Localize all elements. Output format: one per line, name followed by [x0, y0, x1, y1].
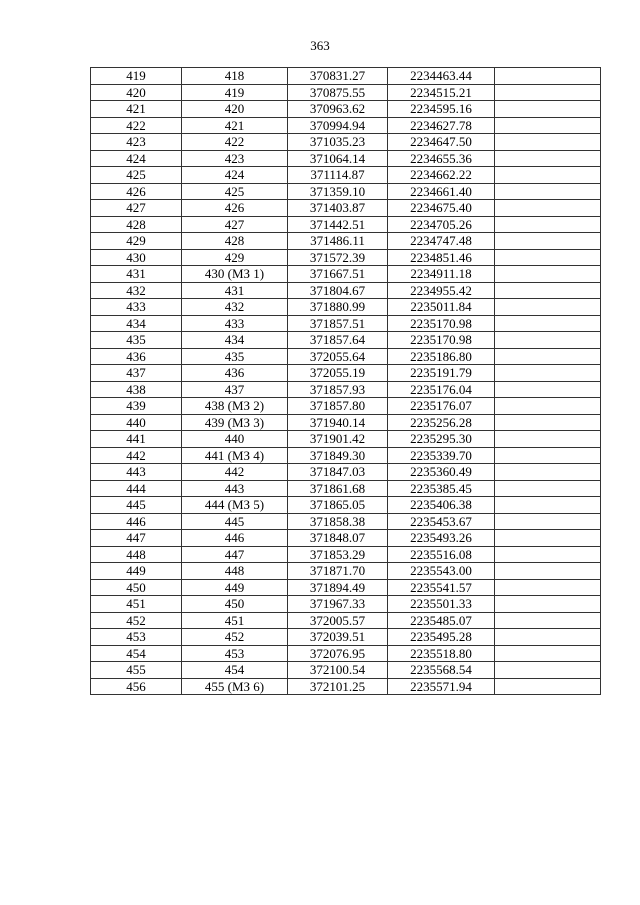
- table-row: [91, 662, 601, 679]
- point-number-cell: 439: [91, 398, 182, 415]
- table-row: [91, 365, 601, 382]
- table-row: [91, 183, 601, 200]
- table-row: [91, 612, 601, 629]
- prev-point-cell: 445: [182, 513, 288, 530]
- point-number-cell: 447: [91, 530, 182, 547]
- table-row: [91, 200, 601, 217]
- table-row: [91, 348, 601, 365]
- y-coordinate-cell: 2235493.26: [388, 530, 495, 547]
- y-coordinate-cell: 2234595.16: [388, 101, 495, 118]
- x-coordinate-cell: 371359.10: [288, 183, 388, 200]
- point-number-cell: 428: [91, 216, 182, 233]
- coordinates-table: [90, 67, 601, 695]
- prev-point-cell: 438 (МЗ 2): [182, 398, 288, 415]
- note-cell: [495, 447, 601, 464]
- point-number-cell: 429: [91, 233, 182, 250]
- prev-point-cell: 426: [182, 200, 288, 217]
- y-coordinate-cell: 2235571.94: [388, 678, 495, 695]
- x-coordinate-cell: 371857.51: [288, 315, 388, 332]
- x-coordinate-cell: 371857.93: [288, 381, 388, 398]
- prev-point-cell: 419: [182, 84, 288, 101]
- y-coordinate-cell: 2234627.78: [388, 117, 495, 134]
- table-row: [91, 546, 601, 563]
- point-number-cell: 425: [91, 167, 182, 184]
- prev-point-cell: 429: [182, 249, 288, 266]
- note-cell: [495, 612, 601, 629]
- note-cell: [495, 167, 601, 184]
- table-row: [91, 579, 601, 596]
- y-coordinate-cell: 2235011.84: [388, 299, 495, 316]
- y-coordinate-cell: 2235541.57: [388, 579, 495, 596]
- x-coordinate-cell: 371572.39: [288, 249, 388, 266]
- note-cell: [495, 299, 601, 316]
- table-row: [91, 530, 601, 547]
- point-number-cell: 438: [91, 381, 182, 398]
- x-coordinate-cell: 372055.64: [288, 348, 388, 365]
- x-coordinate-cell: 370994.94: [288, 117, 388, 134]
- y-coordinate-cell: 2235191.79: [388, 365, 495, 382]
- table-row: [91, 563, 601, 580]
- x-coordinate-cell: 371880.99: [288, 299, 388, 316]
- table-row: [91, 381, 601, 398]
- x-coordinate-cell: 371064.14: [288, 150, 388, 167]
- y-coordinate-cell: 2234655.36: [388, 150, 495, 167]
- prev-point-cell: 431: [182, 282, 288, 299]
- note-cell: [495, 183, 601, 200]
- x-coordinate-cell: 371849.30: [288, 447, 388, 464]
- point-number-cell: 453: [91, 629, 182, 646]
- prev-point-cell: 453: [182, 645, 288, 662]
- point-number-cell: 455: [91, 662, 182, 679]
- x-coordinate-cell: 372076.95: [288, 645, 388, 662]
- y-coordinate-cell: 2234515.21: [388, 84, 495, 101]
- point-number-cell: 434: [91, 315, 182, 332]
- prev-point-cell: 418: [182, 68, 288, 85]
- prev-point-cell: 436: [182, 365, 288, 382]
- y-coordinate-cell: 2235170.98: [388, 315, 495, 332]
- x-coordinate-cell: 371865.05: [288, 497, 388, 514]
- point-number-cell: 432: [91, 282, 182, 299]
- prev-point-cell: 455 (МЗ 6): [182, 678, 288, 695]
- y-coordinate-cell: 2235186.80: [388, 348, 495, 365]
- x-coordinate-cell: 371667.51: [288, 266, 388, 283]
- y-coordinate-cell: 2235518.80: [388, 645, 495, 662]
- prev-point-cell: 451: [182, 612, 288, 629]
- table-row: [91, 117, 601, 134]
- point-number-cell: 449: [91, 563, 182, 580]
- table-row: [91, 299, 601, 316]
- note-cell: [495, 579, 601, 596]
- y-coordinate-cell: 2235176.04: [388, 381, 495, 398]
- note-cell: [495, 101, 601, 118]
- note-cell: [495, 497, 601, 514]
- note-cell: [495, 315, 601, 332]
- note-cell: [495, 332, 601, 349]
- y-coordinate-cell: 2234661.40: [388, 183, 495, 200]
- y-coordinate-cell: 2235385.45: [388, 480, 495, 497]
- note-cell: [495, 381, 601, 398]
- y-coordinate-cell: 2235543.00: [388, 563, 495, 580]
- note-cell: [495, 629, 601, 646]
- x-coordinate-cell: 371858.38: [288, 513, 388, 530]
- table-row: [91, 431, 601, 448]
- x-coordinate-cell: 371857.64: [288, 332, 388, 349]
- table-row: [91, 398, 601, 415]
- y-coordinate-cell: 2234463.44: [388, 68, 495, 85]
- prev-point-cell: 447: [182, 546, 288, 563]
- note-cell: [495, 480, 601, 497]
- x-coordinate-cell: 371861.68: [288, 480, 388, 497]
- point-number-cell: 420: [91, 84, 182, 101]
- page-number: 363: [310, 38, 330, 53]
- table-row: [91, 282, 601, 299]
- y-coordinate-cell: 2234911.18: [388, 266, 495, 283]
- point-number-cell: 456: [91, 678, 182, 695]
- y-coordinate-cell: 2235170.98: [388, 332, 495, 349]
- y-coordinate-cell: 2234705.26: [388, 216, 495, 233]
- note-cell: [495, 431, 601, 448]
- point-number-cell: 421: [91, 101, 182, 118]
- prev-point-cell: 430 (МЗ 1): [182, 266, 288, 283]
- y-coordinate-cell: 2235339.70: [388, 447, 495, 464]
- y-coordinate-cell: 2235453.67: [388, 513, 495, 530]
- table-row: [91, 497, 601, 514]
- note-cell: [495, 645, 601, 662]
- y-coordinate-cell: 2234955.42: [388, 282, 495, 299]
- point-number-cell: 448: [91, 546, 182, 563]
- prev-point-cell: 428: [182, 233, 288, 250]
- y-coordinate-cell: 2235256.28: [388, 414, 495, 431]
- note-cell: [495, 596, 601, 613]
- note-cell: [495, 678, 601, 695]
- point-number-cell: 435: [91, 332, 182, 349]
- y-coordinate-cell: 2234851.46: [388, 249, 495, 266]
- note-cell: [495, 513, 601, 530]
- note-cell: [495, 530, 601, 547]
- point-number-cell: 422: [91, 117, 182, 134]
- prev-point-cell: 434: [182, 332, 288, 349]
- x-coordinate-cell: 371894.49: [288, 579, 388, 596]
- y-coordinate-cell: 2234662.22: [388, 167, 495, 184]
- table-row: [91, 84, 601, 101]
- x-coordinate-cell: 371848.07: [288, 530, 388, 547]
- note-cell: [495, 563, 601, 580]
- note-cell: [495, 282, 601, 299]
- x-coordinate-cell: 372005.57: [288, 612, 388, 629]
- table-row: [91, 596, 601, 613]
- table-row: [91, 447, 601, 464]
- table-row: [91, 150, 601, 167]
- prev-point-cell: 437: [182, 381, 288, 398]
- y-coordinate-cell: 2234747.48: [388, 233, 495, 250]
- prev-point-cell: 444 (МЗ 5): [182, 497, 288, 514]
- table-row: [91, 464, 601, 481]
- point-number-cell: 419: [91, 68, 182, 85]
- prev-point-cell: 452: [182, 629, 288, 646]
- prev-point-cell: 448: [182, 563, 288, 580]
- y-coordinate-cell: 2235501.33: [388, 596, 495, 613]
- point-number-cell: 452: [91, 612, 182, 629]
- point-number-cell: 450: [91, 579, 182, 596]
- y-coordinate-cell: 2235406.38: [388, 497, 495, 514]
- x-coordinate-cell: 371853.29: [288, 546, 388, 563]
- x-coordinate-cell: 370831.27: [288, 68, 388, 85]
- point-number-cell: 440: [91, 414, 182, 431]
- x-coordinate-cell: 371804.67: [288, 282, 388, 299]
- prev-point-cell: 441 (МЗ 4): [182, 447, 288, 464]
- prev-point-cell: 423: [182, 150, 288, 167]
- table-row: [91, 249, 601, 266]
- point-number-cell: 441: [91, 431, 182, 448]
- table-row: [91, 134, 601, 151]
- table-row: [91, 332, 601, 349]
- table-row: [91, 480, 601, 497]
- y-coordinate-cell: 2234647.50: [388, 134, 495, 151]
- table-row: [91, 513, 601, 530]
- y-coordinate-cell: 2235360.49: [388, 464, 495, 481]
- table-row: [91, 216, 601, 233]
- point-number-cell: 451: [91, 596, 182, 613]
- prev-point-cell: 454: [182, 662, 288, 679]
- note-cell: [495, 662, 601, 679]
- x-coordinate-cell: 370963.62: [288, 101, 388, 118]
- y-coordinate-cell: 2235485.07: [388, 612, 495, 629]
- x-coordinate-cell: 371847.03: [288, 464, 388, 481]
- prev-point-cell: 433: [182, 315, 288, 332]
- note-cell: [495, 365, 601, 382]
- table-row: [91, 167, 601, 184]
- table-row: [91, 414, 601, 431]
- point-number-cell: 442: [91, 447, 182, 464]
- prev-point-cell: 422: [182, 134, 288, 151]
- point-number-cell: 436: [91, 348, 182, 365]
- x-coordinate-cell: 371967.33: [288, 596, 388, 613]
- prev-point-cell: 432: [182, 299, 288, 316]
- x-coordinate-cell: 370875.55: [288, 84, 388, 101]
- prev-point-cell: 425: [182, 183, 288, 200]
- note-cell: [495, 150, 601, 167]
- note-cell: [495, 233, 601, 250]
- x-coordinate-cell: 371940.14: [288, 414, 388, 431]
- note-cell: [495, 216, 601, 233]
- prev-point-cell: 435: [182, 348, 288, 365]
- y-coordinate-cell: 2235516.08: [388, 546, 495, 563]
- x-coordinate-cell: 372039.51: [288, 629, 388, 646]
- note-cell: [495, 398, 601, 415]
- y-coordinate-cell: 2235568.54: [388, 662, 495, 679]
- note-cell: [495, 348, 601, 365]
- x-coordinate-cell: 372055.19: [288, 365, 388, 382]
- point-number-cell: 423: [91, 134, 182, 151]
- note-cell: [495, 546, 601, 563]
- y-coordinate-cell: 2234675.40: [388, 200, 495, 217]
- x-coordinate-cell: 371857.80: [288, 398, 388, 415]
- point-number-cell: 433: [91, 299, 182, 316]
- note-cell: [495, 84, 601, 101]
- point-number-cell: 431: [91, 266, 182, 283]
- note-cell: [495, 414, 601, 431]
- point-number-cell: 454: [91, 645, 182, 662]
- x-coordinate-cell: 371114.87: [288, 167, 388, 184]
- prev-point-cell: 439 (МЗ 3): [182, 414, 288, 431]
- table-row: [91, 678, 601, 695]
- point-number-cell: 446: [91, 513, 182, 530]
- note-cell: [495, 68, 601, 85]
- point-number-cell: 445: [91, 497, 182, 514]
- x-coordinate-cell: 371403.87: [288, 200, 388, 217]
- point-number-cell: 437: [91, 365, 182, 382]
- x-coordinate-cell: 371901.42: [288, 431, 388, 448]
- note-cell: [495, 134, 601, 151]
- note-cell: [495, 464, 601, 481]
- x-coordinate-cell: 371486.11: [288, 233, 388, 250]
- y-coordinate-cell: 2235495.28: [388, 629, 495, 646]
- table-body: [91, 68, 601, 695]
- point-number-cell: 427: [91, 200, 182, 217]
- table-row: [91, 315, 601, 332]
- note-cell: [495, 117, 601, 134]
- prev-point-cell: 449: [182, 579, 288, 596]
- note-cell: [495, 266, 601, 283]
- note-cell: [495, 249, 601, 266]
- point-number-cell: 424: [91, 150, 182, 167]
- prev-point-cell: 440: [182, 431, 288, 448]
- point-number-cell: 443: [91, 464, 182, 481]
- table-row: [91, 68, 601, 85]
- y-coordinate-cell: 2235176.07: [388, 398, 495, 415]
- prev-point-cell: 424: [182, 167, 288, 184]
- y-coordinate-cell: 2235295.30: [388, 431, 495, 448]
- prev-point-cell: 443: [182, 480, 288, 497]
- table-row: [91, 629, 601, 646]
- prev-point-cell: 446: [182, 530, 288, 547]
- prev-point-cell: 450: [182, 596, 288, 613]
- prev-point-cell: 427: [182, 216, 288, 233]
- table-row: [91, 645, 601, 662]
- x-coordinate-cell: 371442.51: [288, 216, 388, 233]
- point-number-cell: 426: [91, 183, 182, 200]
- table-row: [91, 266, 601, 283]
- note-cell: [495, 200, 601, 217]
- point-number-cell: 444: [91, 480, 182, 497]
- x-coordinate-cell: 371035.23: [288, 134, 388, 151]
- prev-point-cell: 421: [182, 117, 288, 134]
- table-row: [91, 233, 601, 250]
- prev-point-cell: 420: [182, 101, 288, 118]
- point-number-cell: 430: [91, 249, 182, 266]
- x-coordinate-cell: 372101.25: [288, 678, 388, 695]
- table-row: [91, 101, 601, 118]
- prev-point-cell: 442: [182, 464, 288, 481]
- x-coordinate-cell: 371871.70: [288, 563, 388, 580]
- x-coordinate-cell: 372100.54: [288, 662, 388, 679]
